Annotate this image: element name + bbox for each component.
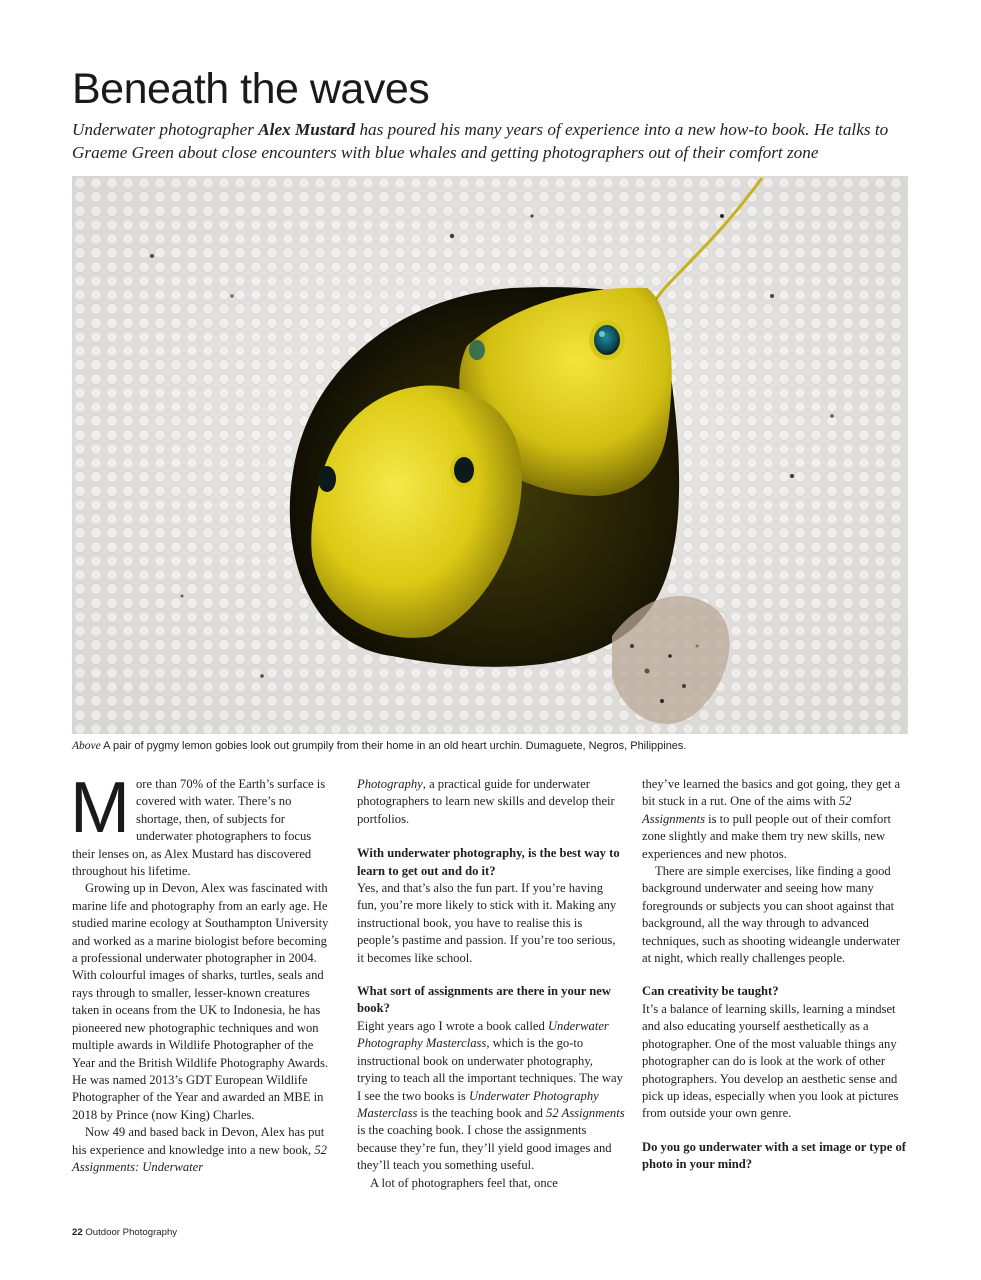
standfirst-text-2: has poured his many years of experience into a new how-to book. He talks to Graeme Green about close encounters with blue whales and getting photographers out of their comfort zone (72, 120, 889, 162)
body-paragraph: Growing up in Devon, Alex was fascinated with marine life and photography from an early age. He studied marine ecology at Southampton University and worked as a marine biologist before becoming a professional underwater photographer in 2004. With colourful images of sharks, turtles, seals and rays through to smaller, lesser-known creatures taken in oceans from the UK to Indonesia, he has pioneered new photographic techniques and won multiple awards in Wildlife Photographer of the Year and the British Wildlife Photography Awards. He was named 2013’s GDT European Wildlife Photographer of the Year and awarded an MBE in 2018 by Prince (now King) Charles. (72, 881, 329, 1122)
photo-caption (72, 740, 686, 752)
body-text: is the teaching book and (417, 1105, 547, 1120)
standfirst-author: Alex Mustard (258, 120, 356, 139)
body-column-3 (642, 776, 908, 1174)
body-text: Eight years ago I wrote a book called (357, 1018, 548, 1033)
magazine-name: Outdoor Photography (82, 1227, 178, 1238)
interview-answer: A lot of photographers feel that, once (370, 1175, 558, 1190)
interview-question: Do you go underwater with a set image or type of photo in your mind? (642, 1139, 906, 1172)
book-title: Underwater Photography Masterclass (357, 1088, 599, 1120)
interview-answer: Yes, and that’s also the fun part. If you’re having fun, you’re more likely to stick with it. Making any instructional book, you have to realise this is people’s pastime and passion. If you’re too serious, it becomes like school. (357, 881, 617, 965)
drop-cap: M (70, 768, 130, 848)
book-title: 52 Assignments (546, 1105, 625, 1120)
body-column-1 (70, 768, 334, 1176)
article-title: Beneath the waves (72, 65, 430, 113)
body-text: , which is the go-to instructional book on underwater photography, trying to teach all the important techniques. The way I see the two books is (357, 1036, 623, 1103)
interview-answer (357, 1018, 625, 1175)
interview-answer (642, 776, 908, 863)
caption-lead: Above (72, 740, 101, 752)
page-footer (72, 1227, 177, 1238)
body-column-2 (357, 776, 625, 1192)
standfirst-text-1: Underwater photographer (72, 120, 259, 139)
book-title: Photography (357, 777, 423, 791)
interview-question: Can creativity be taught? (642, 984, 779, 999)
page-number: 22 (72, 1227, 83, 1238)
intro-paragraph (70, 768, 334, 880)
body-paragraph (72, 1124, 334, 1176)
body-text: is the coaching book. I chose the assignments because they’re fun, they’ll yield good images and they’ll teach you something useful. (357, 1123, 612, 1173)
standfirst (72, 118, 922, 164)
body-text: is to pull people out of their comfort zone slightly and make them try new skills, new experiences and new photos. (642, 811, 892, 861)
book-title: 52 Assignments (642, 794, 852, 826)
intro-text: ore than 70% of the Earth’s surface is covered with water. There’s no shortage, then, of subjects for underwater photographers to focus their lenses on, as Alex Mustard has discovered throughout his lifetime. (72, 777, 326, 879)
goby-photo (72, 176, 908, 734)
interview-question: What sort of assignments are there in your new book? (357, 984, 611, 1016)
body-text: Now 49 and based back in Devon, Alex has put his experience and knowledge into a new book, (72, 1125, 325, 1157)
interview-answer: There are simple exercises, like finding a good background underwater and seeing how many foregrounds or subjects you can shoot against that background, all the way through to advanced techniques, such as shooting wideangle underwater at night, which really challenges people. (642, 864, 901, 966)
body-text: they’ve learned the basics and got going, they get a bit stuck in a rut. One of the aims with (642, 777, 901, 809)
book-title: Underwater Photography Masterclass (357, 1018, 609, 1051)
body-paragraph (357, 776, 625, 828)
interview-question: With underwater photography, is the best way to learn to get out and do it? (357, 846, 620, 878)
interview-answer: It’s a balance of learning skills, learning a mindset and also educating yourself aesthetically as a photographer. One of the most valuable things any photographer can do is look at the work of other photographers. You develop an aesthetic sense and pick up ideas, especially when you look at pictures from outside your own genre. (642, 1001, 899, 1121)
body-text: , a practical guide for underwater photographers to learn new skills and develop their portfolios. (357, 777, 615, 826)
caption-text: A pair of pygmy lemon gobies look out grumpily from their home in an old heart urchin. Dumaguete, Negros, Philippines. (100, 740, 687, 752)
book-title: 52 Assignments: Underwater (72, 1142, 327, 1174)
